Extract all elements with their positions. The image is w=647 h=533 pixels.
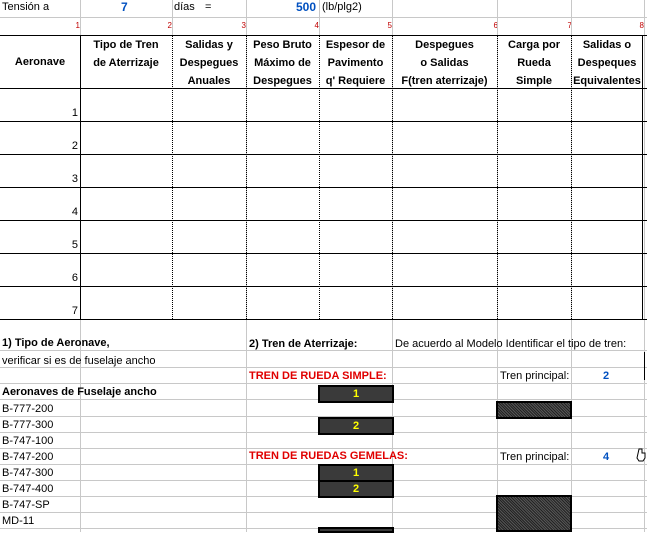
header-line: Espesor de (325, 39, 386, 51)
days-value[interactable]: 7 (121, 0, 128, 14)
tension-label: Tensión a (2, 1, 50, 13)
header-line: Carga por (508, 39, 560, 51)
twin-main-label: Tren principal: (500, 451, 570, 463)
twin-gear-box-2 (318, 480, 394, 498)
header-line: Despeques (577, 57, 637, 69)
aircraft-item: B-777-200 (2, 403, 54, 415)
header-line: Despegues (179, 57, 239, 69)
header-line: q' Requiere (325, 75, 386, 87)
header-line: Rueda (517, 57, 551, 69)
section2-note: De acuerdo al Modelo Identificar el tipo de tren: (395, 338, 627, 350)
header-carga (497, 36, 571, 90)
column-number: 1 (75, 21, 80, 30)
row-number: 4 (71, 206, 78, 218)
header-despegues (392, 36, 497, 90)
aircraft-item: B-747-100 (2, 435, 54, 447)
days-label: días (174, 1, 195, 13)
header-aeronave: Aeronave (14, 56, 66, 68)
header-tipo-tren (80, 36, 172, 72)
fuselage-list-title: Aeronaves de Fuselaje ancho (2, 386, 157, 398)
header-line: Equivalentes (573, 75, 641, 87)
header-line: Tipo de Tren (93, 39, 159, 51)
row-number: 2 (71, 140, 78, 152)
header-line: Pavimento (327, 57, 384, 69)
column-number: 6 (493, 21, 498, 30)
header-line: o Salidas (420, 57, 469, 69)
box-number: 1 (352, 467, 360, 479)
column-number: 4 (314, 21, 319, 30)
pressure-value[interactable]: 500 (296, 0, 317, 14)
twin-gear-graphic (496, 495, 572, 532)
header-line: de Aterrizaje (93, 57, 159, 69)
column-number: 8 (639, 21, 644, 30)
header-line: Salidas y (185, 39, 233, 51)
header-espesor (319, 36, 392, 90)
row-number: 7 (71, 305, 78, 317)
header-salidas (172, 36, 246, 90)
header-line: Salidas o (582, 39, 632, 51)
aircraft-item: B-777-300 (2, 419, 54, 431)
header-equivalentes (571, 36, 643, 90)
aircraft-item: B-747-400 (2, 483, 54, 495)
header-line: Despegues (253, 75, 312, 87)
row-number: 3 (71, 173, 78, 185)
column-number: 2 (167, 21, 172, 30)
simple-gear-graphic (496, 401, 572, 419)
equals-sign: = (205, 1, 212, 13)
pressure-unit: (lb/plg2) (322, 1, 362, 13)
header-line: Despegues (415, 39, 474, 51)
row-number: 1 (71, 107, 78, 119)
aircraft-item: B-747-300 (2, 467, 54, 479)
aircraft-item: B-747-200 (2, 451, 54, 463)
row-number: 6 (71, 272, 78, 284)
simple-gear-box-1 (318, 385, 394, 403)
box-number: 2 (352, 420, 360, 432)
section1-subtitle: verificar si es de fuselaje ancho (2, 355, 156, 367)
aircraft-item: B-747-SP (2, 499, 50, 511)
twin-main-value[interactable]: 4 (603, 451, 610, 463)
header-line: Anuales (187, 75, 231, 87)
section2-title: 2) Tren de Aterrizaje: (249, 338, 358, 350)
simple-main-value[interactable]: 2 (603, 370, 610, 382)
header-peso (246, 36, 319, 90)
simple-gear-box-2 (318, 417, 394, 435)
box-number: 1 (352, 388, 360, 400)
header-line: Máximo de (254, 57, 311, 69)
box-number: 2 (352, 483, 360, 495)
header-line: Simple (515, 75, 553, 87)
header-line: F(tren aterrizaje) (401, 75, 488, 87)
cursor-icon (636, 448, 647, 462)
simple-wheel-title: TREN DE RUEDA SIMPLE: (249, 370, 387, 382)
column-number: 7 (567, 21, 572, 30)
twin-wheel-title: TREN DE RUEDAS GEMELAS: (249, 450, 408, 462)
aircraft-item: MD-11 (2, 515, 35, 527)
header-line: Peso Bruto (253, 39, 312, 51)
gear-box-partial (318, 527, 394, 533)
column-number: 3 (241, 21, 246, 30)
simple-main-label: Tren principal: (500, 370, 570, 382)
section1-title: 1) Tipo de Aeronave, (2, 337, 110, 349)
row-number: 5 (71, 239, 78, 251)
column-number: 5 (387, 21, 392, 30)
